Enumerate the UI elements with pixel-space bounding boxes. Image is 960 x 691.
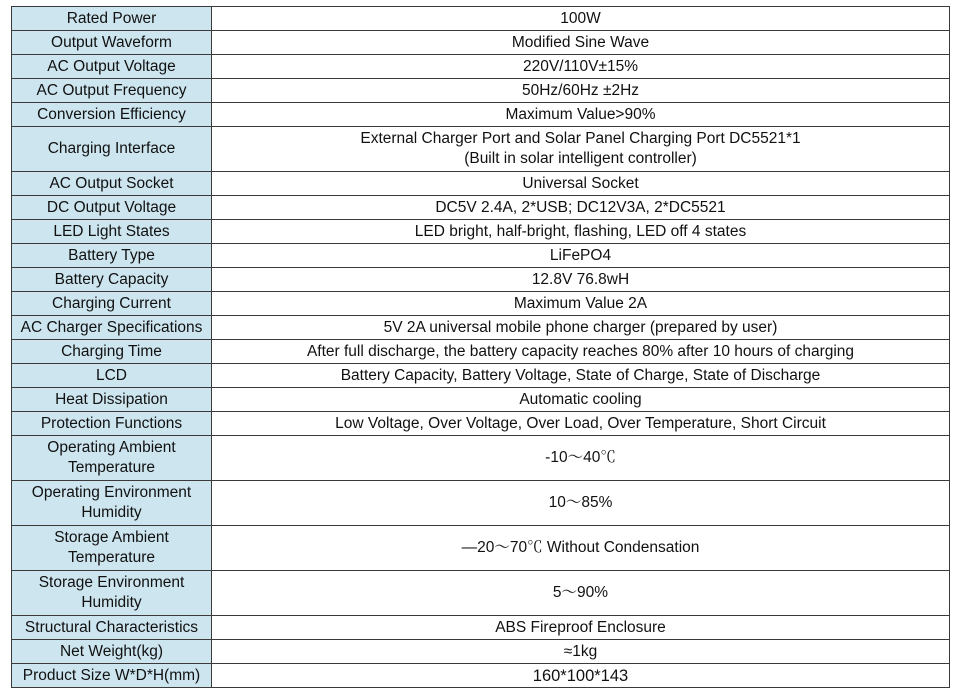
table-row	[12, 412, 950, 436]
table-row	[12, 220, 950, 244]
spec-value	[212, 127, 950, 172]
spec-label	[12, 571, 212, 616]
table-row	[12, 571, 950, 616]
spec-value: Automatic cooling	[212, 388, 950, 412]
spec-value: 5V 2A universal mobile phone charger (prepared by user)	[212, 316, 950, 340]
table-row	[12, 436, 950, 481]
spec-label-line: Temperature	[67, 549, 155, 566]
table-row	[12, 526, 950, 571]
table-row	[12, 127, 950, 172]
specifications-table	[11, 6, 950, 688]
spec-value: 220V/110V±15%	[212, 55, 950, 79]
table-row	[12, 172, 950, 196]
spec-value: Universal Socket	[212, 172, 950, 196]
table-row	[12, 316, 950, 340]
spec-label: DC Output Voltage	[12, 196, 212, 220]
spec-value: 50Hz/60Hz ±2Hz	[212, 79, 950, 103]
spec-value: 100W	[212, 7, 950, 31]
spec-label: Structural Characteristics	[12, 616, 212, 640]
table-row	[12, 640, 950, 664]
table-row	[12, 196, 950, 220]
table-row	[12, 79, 950, 103]
spec-label: AC Charger Specifications	[12, 316, 212, 340]
spec-label-line: Operating Ambient	[47, 439, 176, 456]
spec-label: LCD	[12, 364, 212, 388]
spec-label	[12, 436, 212, 481]
spec-label: Charging Current	[12, 292, 212, 316]
spec-value-line: External Charger Port and Solar Panel Charging Port DC5521*1	[360, 130, 801, 147]
table-row	[12, 664, 950, 688]
spec-label: Battery Capacity	[12, 268, 212, 292]
spec-value: Battery Capacity, Battery Voltage, State of Charge, State of Discharge	[212, 364, 950, 388]
spec-value: 160*100*143	[212, 664, 950, 688]
spec-label: Rated Power	[12, 7, 212, 31]
spec-label-line: Storage Ambient	[54, 529, 169, 546]
table-row	[12, 244, 950, 268]
spec-label: Product Size W*D*H(mm)	[12, 664, 212, 688]
table-row	[12, 616, 950, 640]
table-row	[12, 7, 950, 31]
spec-value: —20～70℃ Without Condensation	[212, 526, 950, 571]
table-row	[12, 31, 950, 55]
spec-label-line: Storage Environment	[38, 574, 185, 591]
spec-label: Charging Time	[12, 340, 212, 364]
spec-value: DC5V 2.4A, 2*USB; DC12V3A, 2*DC5521	[212, 196, 950, 220]
spec-label: AC Output Socket	[12, 172, 212, 196]
spec-label: Heat Dissipation	[12, 388, 212, 412]
spec-value: ABS Fireproof Enclosure	[212, 616, 950, 640]
spec-value: -10～40℃	[212, 436, 950, 481]
spec-value: Maximum Value 2A	[212, 292, 950, 316]
spec-value: 5～90%	[212, 571, 950, 616]
spec-label: Output Waveform	[12, 31, 212, 55]
table-row	[12, 481, 950, 526]
spec-value: LiFePO4	[212, 244, 950, 268]
spec-value: Maximum Value>90%	[212, 103, 950, 127]
spec-value: Low Voltage, Over Voltage, Over Load, Over Temperature, Short Circuit	[212, 412, 950, 436]
table-row	[12, 103, 950, 127]
spec-value: LED bright, half-bright, flashing, LED off 4 states	[212, 220, 950, 244]
table-row	[12, 388, 950, 412]
spec-label	[12, 481, 212, 526]
spec-value: 10～85%	[212, 481, 950, 526]
spec-value: Modified Sine Wave	[212, 31, 950, 55]
table-row	[12, 364, 950, 388]
spec-value-line: (Built in solar intelligent controller)	[464, 150, 697, 167]
spec-value: After full discharge, the battery capacity reaches 80% after 10 hours of charging	[212, 340, 950, 364]
table-row	[12, 292, 950, 316]
spec-label: Protection Functions	[12, 412, 212, 436]
spec-label: Battery Type	[12, 244, 212, 268]
spec-label: LED Light States	[12, 220, 212, 244]
table-row	[12, 340, 950, 364]
table-row	[12, 55, 950, 79]
table-row	[12, 268, 950, 292]
spec-value: ≈1kg	[212, 640, 950, 664]
spec-label-line: Humidity	[81, 504, 142, 521]
spec-label: AC Output Frequency	[12, 79, 212, 103]
spec-label: AC Output Voltage	[12, 55, 212, 79]
spec-label: Conversion Efficiency	[12, 103, 212, 127]
spec-value: 12.8V 76.8wH	[212, 268, 950, 292]
spec-label: Net Weight(kg)	[12, 640, 212, 664]
spec-label-line: Humidity	[81, 594, 142, 611]
spec-label: Charging Interface	[12, 127, 212, 172]
spec-label-line: Operating Environment	[31, 484, 192, 501]
spec-label	[12, 526, 212, 571]
spec-label-line: Temperature	[67, 459, 155, 476]
